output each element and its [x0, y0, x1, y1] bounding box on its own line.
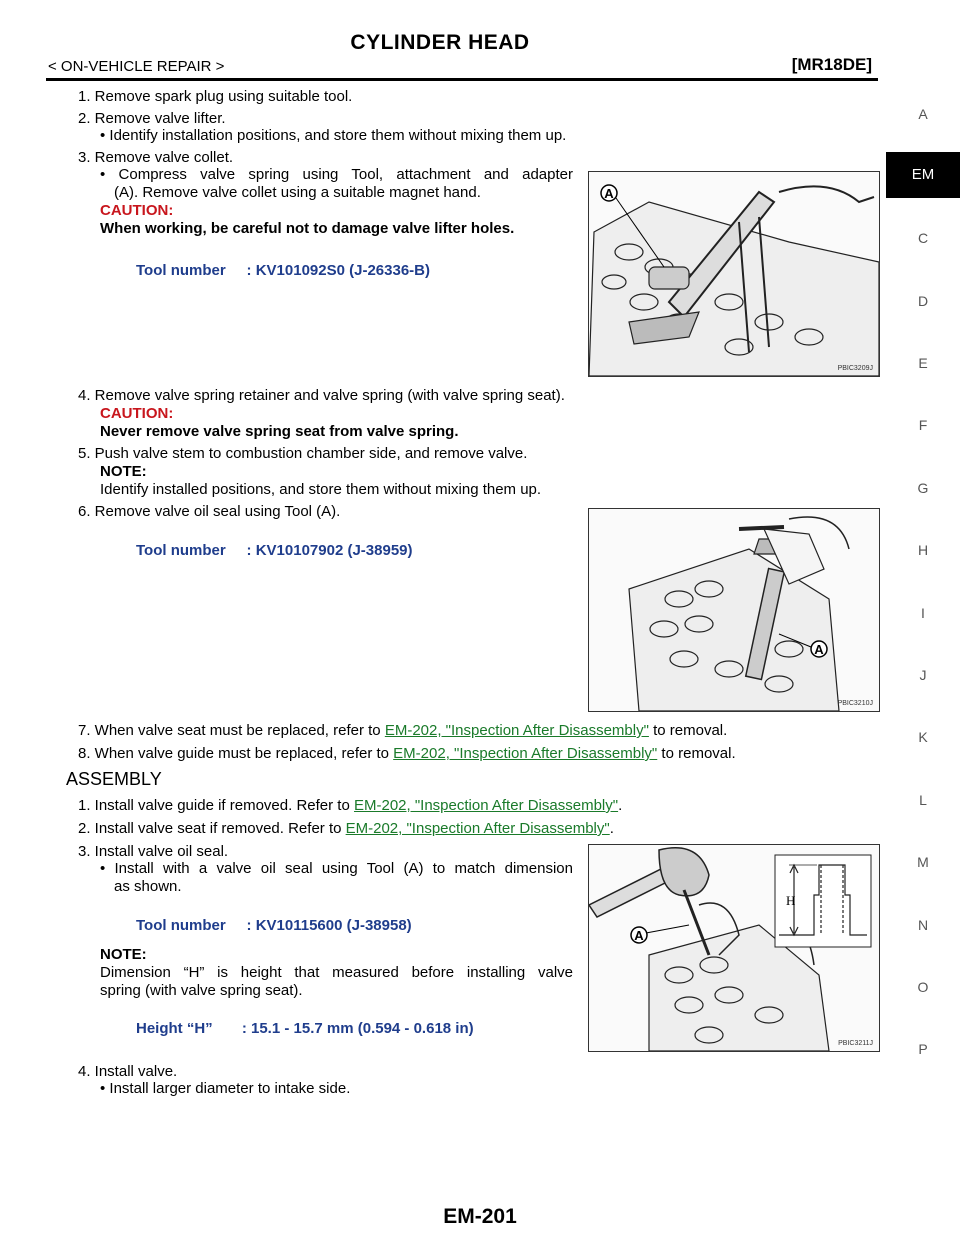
step-3-bullet-b: (A). Remove valve collet using a suitable magnet hand. — [114, 184, 481, 201]
assembly-step-1-suffix: . — [618, 797, 623, 814]
assembly-step-3: 3. Install valve oil seal. — [78, 843, 229, 860]
figure-valve-spring-compressor — [588, 171, 880, 377]
step-8-suffix: to removal. — [657, 745, 736, 762]
step-4-caution-text: Never remove valve spring seat from valve spring. — [100, 423, 459, 440]
assembly-heading: ASSEMBLY — [66, 769, 162, 789]
side-tab-k[interactable]: K — [918, 729, 928, 745]
step-5: 5. Push valve stem to combustion chamber side, and remove valve. — [78, 445, 528, 462]
side-tab-g[interactable]: G — [917, 480, 929, 496]
assembly-step-3-note-b: spring (with valve spring seat). — [100, 982, 303, 999]
side-tab-o[interactable]: O — [917, 979, 929, 995]
assembly-step-2 — [78, 820, 614, 838]
side-tab-em[interactable]: EM — [886, 152, 960, 198]
assembly-step-1-text: 1. Install valve guide if removed. Refer to — [78, 797, 354, 814]
callout-a-label: A — [814, 642, 824, 657]
figure-code: PBIC3209J — [837, 365, 873, 372]
valve-spring-compressor-illustration — [589, 172, 879, 376]
assembly-step-3-tool-number: Tool number : KV10115600 (J-38958) — [136, 917, 412, 934]
step-3-caution-label: CAUTION: — [100, 202, 174, 219]
step-3: 3. Remove valve collet. — [78, 149, 234, 166]
page-title: CYLINDER HEAD — [350, 31, 530, 54]
side-tab-p[interactable]: P — [918, 1041, 928, 1057]
figure-code: PBIC3210J — [837, 700, 873, 707]
assembly-step-1-link[interactable]: EM-202, "Inspection After Disassembly" — [353, 797, 619, 814]
side-tab-j[interactable]: J — [919, 667, 927, 683]
side-tab-h[interactable]: H — [917, 542, 929, 558]
assembly-step-3-note-label: NOTE: — [100, 946, 147, 963]
assembly-step-1 — [78, 797, 622, 815]
side-tab-f[interactable]: F — [918, 417, 928, 433]
step-8 — [78, 745, 736, 763]
step-3-bullet-a: • Compress valve spring using Tool, attachment and adapter — [100, 166, 573, 183]
step-7-link[interactable]: EM-202, "Inspection After Disassembly" — [384, 722, 649, 739]
assembly-step-2-link[interactable]: EM-202, "Inspection After Disassembly" — [345, 820, 610, 837]
side-tab-l[interactable]: L — [919, 792, 927, 808]
step-2-bullet: • Identify installation positions, and store them without mixing them up. — [100, 127, 567, 144]
side-tab-n[interactable]: N — [917, 917, 929, 933]
side-tab-c[interactable]: C — [917, 230, 929, 246]
step-4: 4. Remove valve spring retainer and valve spring (with valve spring seat). — [78, 387, 565, 404]
assembly-step-2-suffix: . — [609, 820, 614, 837]
step-7 — [78, 722, 727, 740]
assembly-step-4: 4. Install valve. — [78, 1063, 178, 1080]
step-7-suffix: to removal. — [648, 722, 728, 739]
section-label: < ON-VEHICLE REPAIR > — [48, 58, 225, 75]
side-tab-d[interactable]: D — [917, 293, 929, 309]
figure-valve-oil-seal-removal — [588, 508, 880, 712]
side-tab-a[interactable]: A — [918, 106, 928, 122]
step-3-caution-text: When working, be careful not to damage valve lifter holes. — [100, 220, 515, 237]
page-number: EM-201 — [443, 1205, 517, 1228]
step-2: 2. Remove valve lifter. — [78, 110, 226, 127]
figure-valve-oil-seal-installation — [588, 844, 880, 1052]
dimension-h-label: H — [786, 893, 796, 908]
assembly-step-3-height-spec: Height “H” : 15.1 - 15.7 mm (0.594 - 0.618 in) — [136, 1020, 474, 1037]
step-8-text: 8. When valve guide must be replaced, refer to — [78, 745, 394, 762]
step-7-text: 7. When valve seat must be replaced, refer to — [78, 722, 385, 739]
callout-a-label: A — [634, 928, 644, 943]
assembly-step-4-bullet: • Install larger diameter to intake side. — [100, 1080, 351, 1097]
valve-oil-seal-removal-illustration — [589, 509, 879, 711]
step-1: 1. Remove spark plug using suitable tool. — [78, 88, 353, 105]
step-8-link[interactable]: EM-202, "Inspection After Disassembly" — [393, 745, 658, 762]
side-tab-e[interactable]: E — [918, 355, 928, 371]
step-6-tool-number: Tool number : KV10107902 (J-38959) — [136, 542, 413, 559]
header-rule — [46, 78, 878, 81]
step-6: 6. Remove valve oil seal using Tool (A). — [78, 503, 341, 520]
valve-oil-seal-installation-illustration — [589, 845, 879, 1051]
assembly-step-3-bullet-b: as shown. — [114, 878, 182, 895]
figure-code: PBIC3211J — [838, 1040, 873, 1047]
step-5-note-text: Identify installed positions, and store them without mixing them up. — [100, 481, 542, 498]
side-tab-m[interactable]: M — [917, 854, 929, 870]
side-tab-i[interactable]: I — [921, 605, 925, 621]
assembly-step-2-text: 2. Install valve seat if removed. Refer to — [78, 820, 346, 837]
step-3-tool-number: Tool number : KV101092S0 (J-26336-B) — [136, 262, 430, 279]
assembly-step-3-note-a: Dimension “H” is height that measured before installing valve — [100, 964, 573, 981]
step-4-caution-label: CAUTION: — [100, 405, 174, 422]
assembly-step-3-bullet-a: • Install with a valve oil seal using Tool (A) to match dimension — [100, 860, 573, 877]
model-code: [MR18DE] — [791, 55, 872, 74]
step-5-note-label: NOTE: — [100, 463, 147, 480]
callout-a-label: A — [604, 186, 614, 201]
